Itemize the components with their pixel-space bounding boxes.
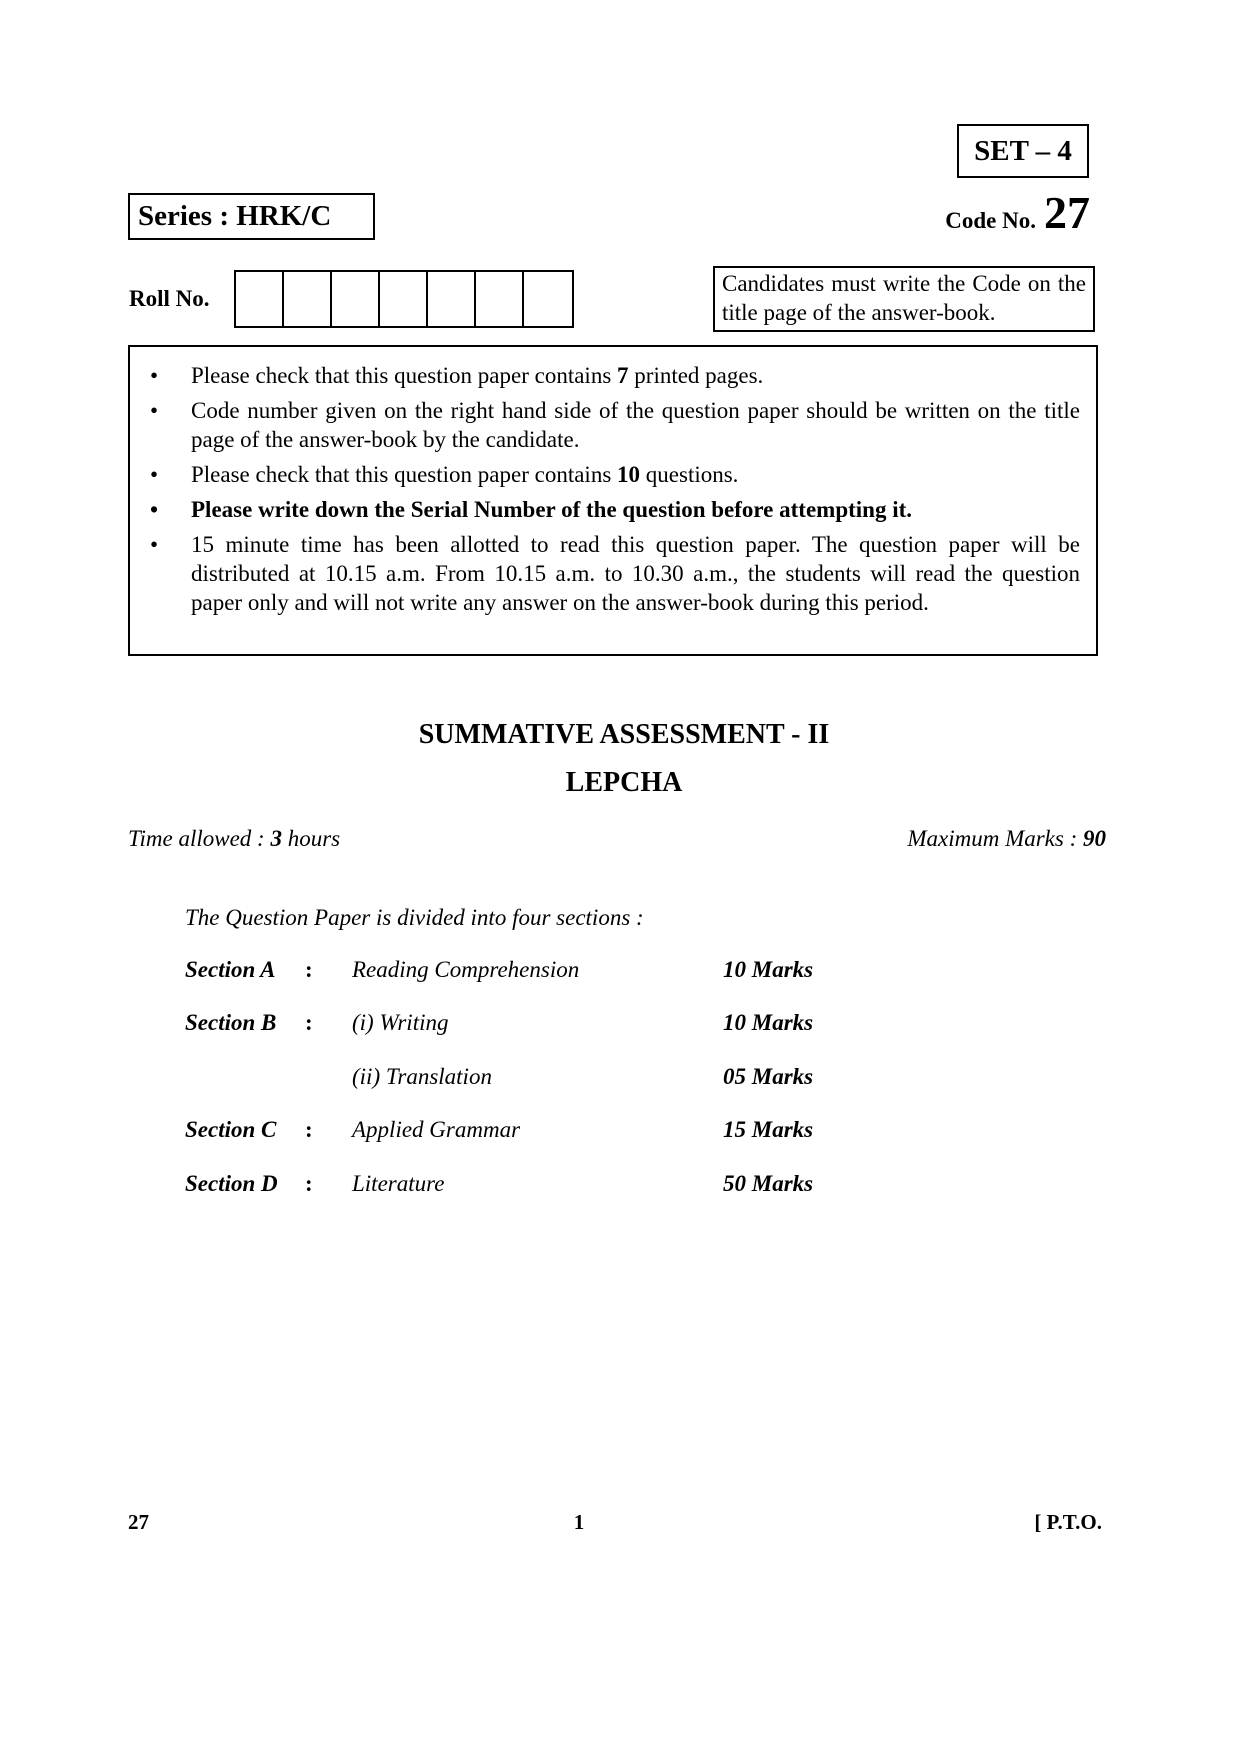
roll-number-cell	[332, 272, 380, 326]
maximum-marks: Maximum Marks : 90	[907, 826, 1106, 851]
instruction-item: • Please write down the Serial Number of the question before attempting it.	[130, 495, 1080, 524]
section-name: Section D	[185, 1171, 278, 1196]
code-number-row	[900, 186, 1090, 239]
code-label: Code No.	[945, 208, 1036, 233]
section-marks: 10 Marks	[723, 1010, 814, 1035]
section-colon: :	[305, 1010, 313, 1035]
section-colon: :	[305, 1171, 313, 1196]
section-description: Literature	[352, 1171, 445, 1196]
exam-title: SUMMATIVE ASSESSMENT - II	[418, 719, 830, 750]
roll-number-cell	[380, 272, 428, 326]
code-number: 27	[1044, 187, 1090, 238]
section-description: (ii) Translation	[352, 1064, 492, 1089]
roll-number-cell	[236, 272, 284, 326]
section-description: (i) Writing	[352, 1010, 449, 1035]
section-marks: 15 Marks	[723, 1117, 814, 1142]
candidate-code-note: Candidates must write the Code on the title page of the answer-book.	[713, 266, 1095, 332]
roll-number-cell	[476, 272, 524, 326]
page-number: 1	[573, 1510, 585, 1534]
section-marks: 50 Marks	[723, 1171, 814, 1196]
set-label: SET – 4	[957, 124, 1089, 178]
section-name: Section C	[185, 1117, 277, 1142]
section-name: Section A	[185, 957, 276, 982]
footer-code: 27	[128, 1510, 149, 1534]
roll-number-cell	[284, 272, 332, 326]
instruction-item: • 15 minute time has been allotted to read this question paper. The question paper will be distributed at 10.15 a.m. From 10.15 a.m. to 10.30 a.m., the students will read the question paper only and will not write any answer on the answer-book during this period.	[130, 530, 1080, 617]
roll-number-label: Roll No.	[129, 286, 210, 311]
section-marks: 10 Marks	[723, 957, 814, 982]
instruction-item: • Please check that this question paper contains 7 printed pages.	[130, 361, 1080, 390]
sections-intro: The Question Paper is divided into four sections :	[185, 905, 644, 930]
series-label: Series : HRK/C	[128, 193, 375, 240]
roll-number-boxes	[234, 270, 574, 328]
section-colon: :	[305, 957, 313, 982]
subject-title: LEPCHA	[565, 767, 683, 798]
instruction-item: • Code number given on the right hand side of the question paper should be written on the title page of the answer-book by the candidate.	[130, 396, 1080, 454]
instruction-item: • Please check that this question paper contains 10 questions.	[130, 460, 1080, 489]
pto-label: [ P.T.O.	[1034, 1510, 1102, 1534]
roll-number-cell	[524, 272, 572, 326]
time-allowed: Time allowed : 3 hours	[128, 826, 341, 851]
instructions-box	[128, 345, 1098, 656]
section-description: Reading Comprehension	[352, 957, 580, 982]
instructions-list	[130, 361, 1080, 617]
section-colon: :	[305, 1117, 313, 1142]
roll-number-cell	[428, 272, 476, 326]
section-marks: 05 Marks	[723, 1064, 814, 1089]
section-name: Section B	[185, 1010, 277, 1035]
section-description: Applied Grammar	[352, 1117, 521, 1142]
